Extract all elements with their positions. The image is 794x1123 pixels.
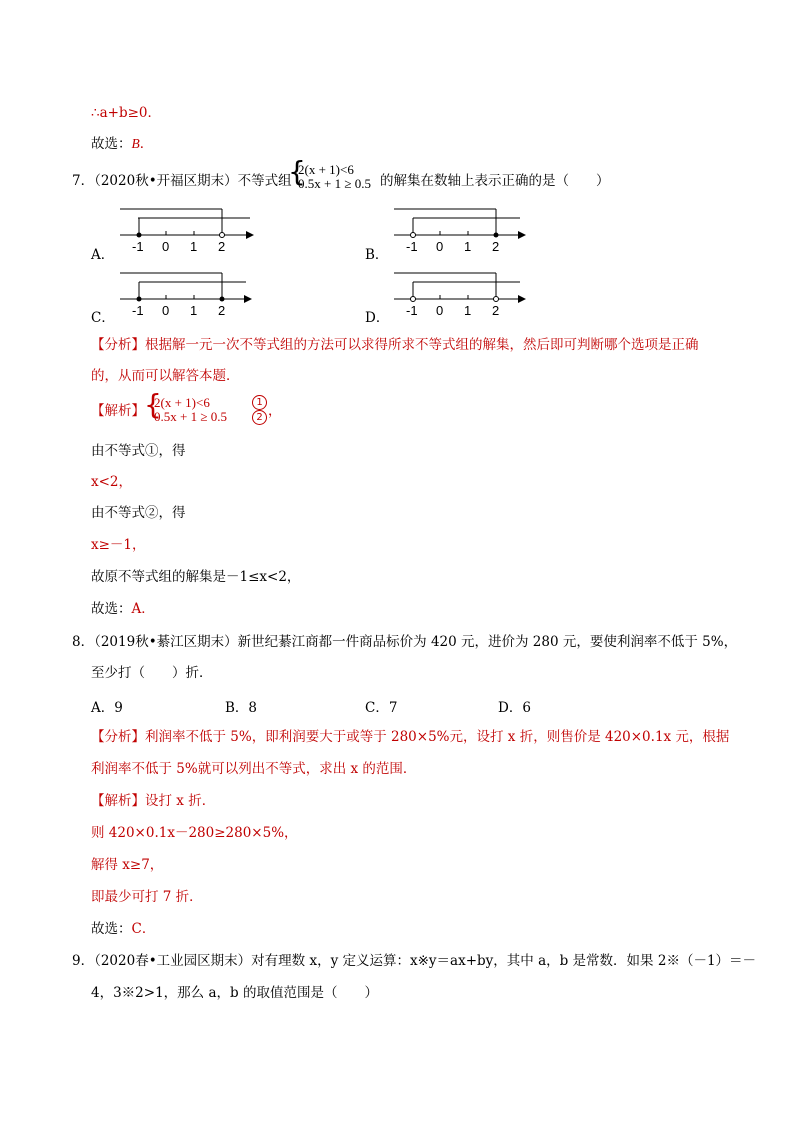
q7-option-a-label: A． [91, 247, 115, 263]
q8-option-a: A．9 [91, 700, 123, 716]
q7-step-5: 故原不等式组的解集是－1≤x<2， [91, 569, 301, 585]
q7-sol-comma: ， [268, 403, 282, 419]
q7-stem-post: 的解集在数轴上表示正确的是（ ） [380, 173, 610, 189]
q8-analysis-2: 利润率不低于 5%就可以列出不等式，求出 x 的范围． [91, 761, 417, 777]
svg-text:0: 0 [162, 303, 170, 318]
q7-answer: 故选：A． [91, 601, 155, 617]
prev-conclusion: ∴a+b≥0． [91, 105, 161, 121]
svg-text:1: 1 [464, 303, 472, 318]
svg-text:0: 0 [436, 303, 444, 318]
q8-solution-4: 即最少可打 7 折． [91, 889, 203, 905]
q7-sys-bot: 0.5x + 1 ≥ 0.5 [298, 176, 371, 191]
q7-analysis-2: 的，从而可以解答本题． [91, 368, 240, 384]
q7-step-2: x<2， [91, 474, 133, 490]
svg-text:1: 1 [464, 239, 472, 254]
q7-step-3: 由不等式②，得 [91, 505, 186, 521]
q7-option-b-numberline [392, 204, 532, 256]
svg-text:0: 0 [436, 239, 444, 254]
q8-stem-1: 8．（2019秋•綦江区期末）新世纪綦江商都一件商品标价为 420 元，进价为 280 元，要使利润率不低于 5%， [72, 634, 738, 650]
svg-text:1: 1 [190, 239, 198, 254]
q7-sol-brace-icon: { [144, 388, 162, 421]
svg-text:-1: -1 [132, 239, 144, 254]
svg-text:-1: -1 [406, 303, 418, 318]
svg-text:2: 2 [218, 303, 226, 318]
q7-option-b-label: B． [365, 247, 389, 263]
q8-solution-1: 【解析】设打 x 折． [91, 793, 216, 809]
q7-analysis-1: 【分析】根据解一元一次不等式组的方法可以求得所求不等式组的解集，然后即可判断哪个选项是正确 [91, 337, 699, 353]
svg-text:2: 2 [218, 239, 226, 254]
q9-stem-1: 9．（2020春•工业园区期末）对有理数 x，y 定义运算：x※y＝ax+by，其中 a，b 是常数．如果 2※（－1）＝－ [72, 953, 757, 969]
q7-brace-icon: { [288, 155, 306, 188]
q7-step-4: x≥－1， [91, 537, 146, 553]
circled-one-icon: 1 [252, 395, 267, 410]
q8-option-b: B．8 [225, 700, 258, 716]
q7-option-c-label: C． [91, 310, 115, 326]
q8-solution-3: 解得 x≥7， [91, 857, 164, 873]
q8-option-d: D．6 [498, 700, 531, 716]
q8-stem-2: 至少打（ ）折． [91, 665, 213, 681]
circled-two-icon: 2 [252, 410, 267, 425]
q7-option-a-numberline [118, 204, 258, 256]
q8-answer: 故选：C． [91, 921, 156, 937]
q7-sol-top: 2(x + 1)<6 [154, 395, 210, 410]
svg-text:2: 2 [492, 239, 500, 254]
q7-stem: 7．（2020秋•开福区期末）不等式组 [72, 173, 292, 189]
svg-text:0: 0 [162, 239, 170, 254]
q7-sol-bot: 0.5x + 1 ≥ 0.5 [154, 409, 227, 424]
prev-answer: 故选：B． [91, 136, 154, 152]
q8-analysis-1: 【分析】利润率不低于 5%，即利润要大于或等于 280×5%元，设打 x 折，则售价是 420×0.1x 元，根据 [91, 729, 730, 745]
q8-solution-2: 则 420×0.1x－280≥280×5%， [91, 825, 298, 841]
q8-option-c: C．7 [365, 700, 398, 716]
q7-option-d-numberline [392, 268, 532, 320]
q7-option-c-numberline [118, 268, 258, 320]
svg-text:1: 1 [190, 303, 198, 318]
q7-sys-top: 2(x + 1)<6 [298, 162, 354, 177]
q7-option-d-label: D． [365, 310, 390, 326]
q9-stem-2: 4，3※2>1，那么 a，b 的取值范围是（ ） [91, 985, 378, 1001]
q7-step-1: 由不等式①，得 [91, 443, 186, 459]
svg-text:-1: -1 [132, 303, 144, 318]
svg-text:-1: -1 [406, 239, 418, 254]
svg-text:2: 2 [492, 303, 500, 318]
q7-solution-tag: 【解析】 [91, 403, 145, 419]
